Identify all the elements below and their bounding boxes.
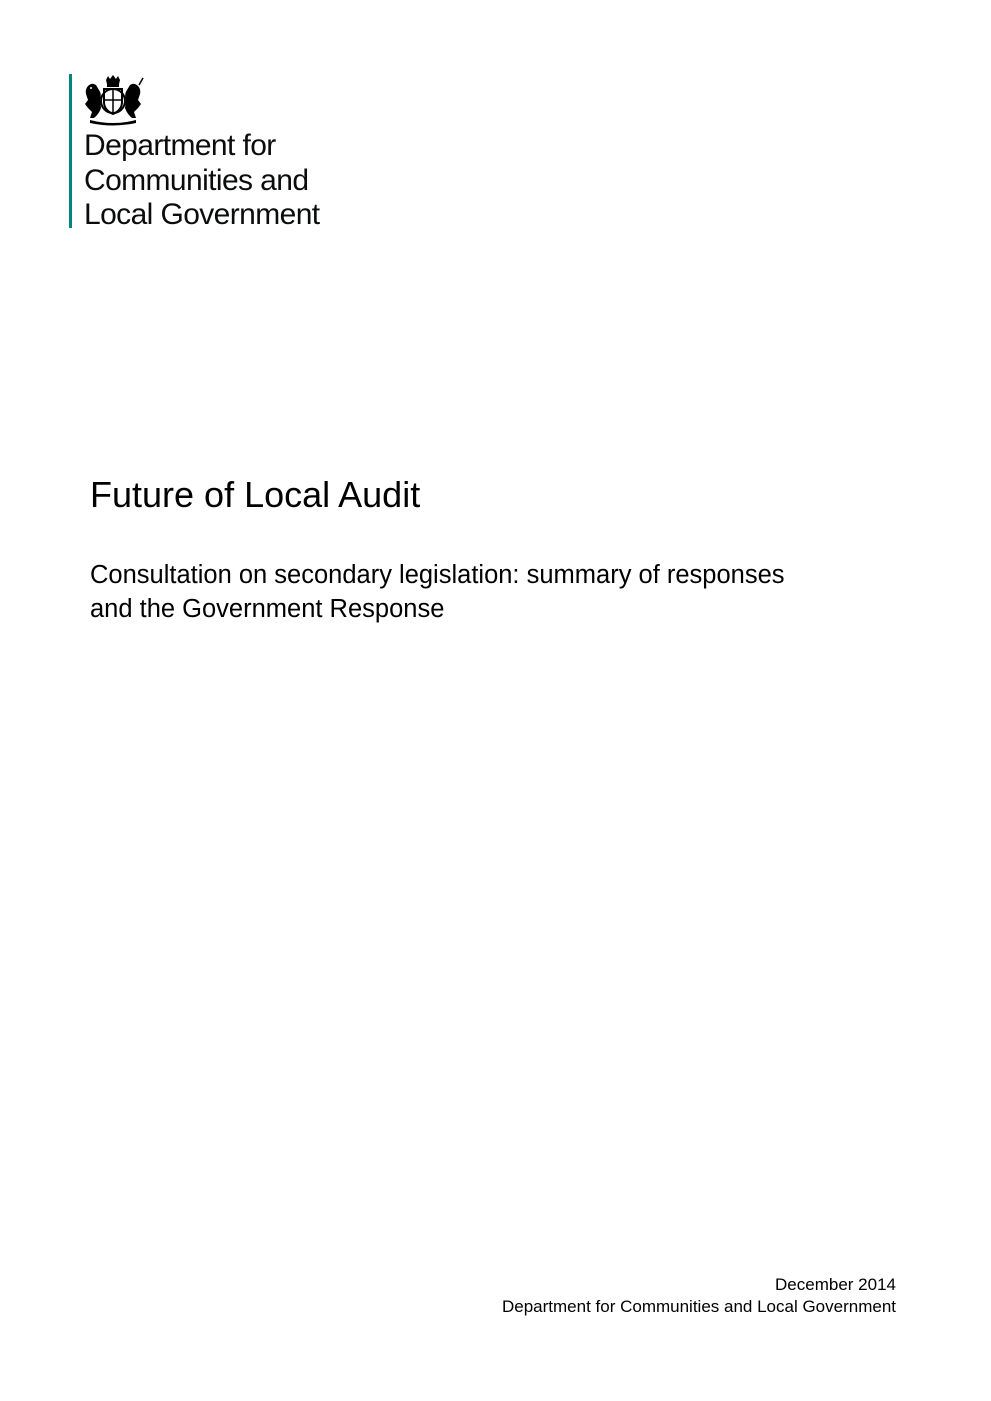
- document-title: Future of Local Audit: [90, 474, 421, 515]
- document-subtitle: Consultation on secondary legislation: summary of responses and the Government Response: [90, 561, 785, 623]
- document-footer: [502, 1274, 896, 1318]
- publisher-name: Department for Communities and Local Government: [501, 1297, 896, 1316]
- department-name-line-3: Local Government: [84, 198, 320, 231]
- department-name-line-2: Communities and: [84, 163, 309, 197]
- logo-accent-bar: [69, 74, 72, 228]
- department-name: [84, 129, 320, 233]
- royal-coat-of-arms-icon: [82, 74, 144, 126]
- publication-date: December 2014: [775, 1275, 896, 1294]
- department-name-line-1: Department for: [84, 129, 276, 162]
